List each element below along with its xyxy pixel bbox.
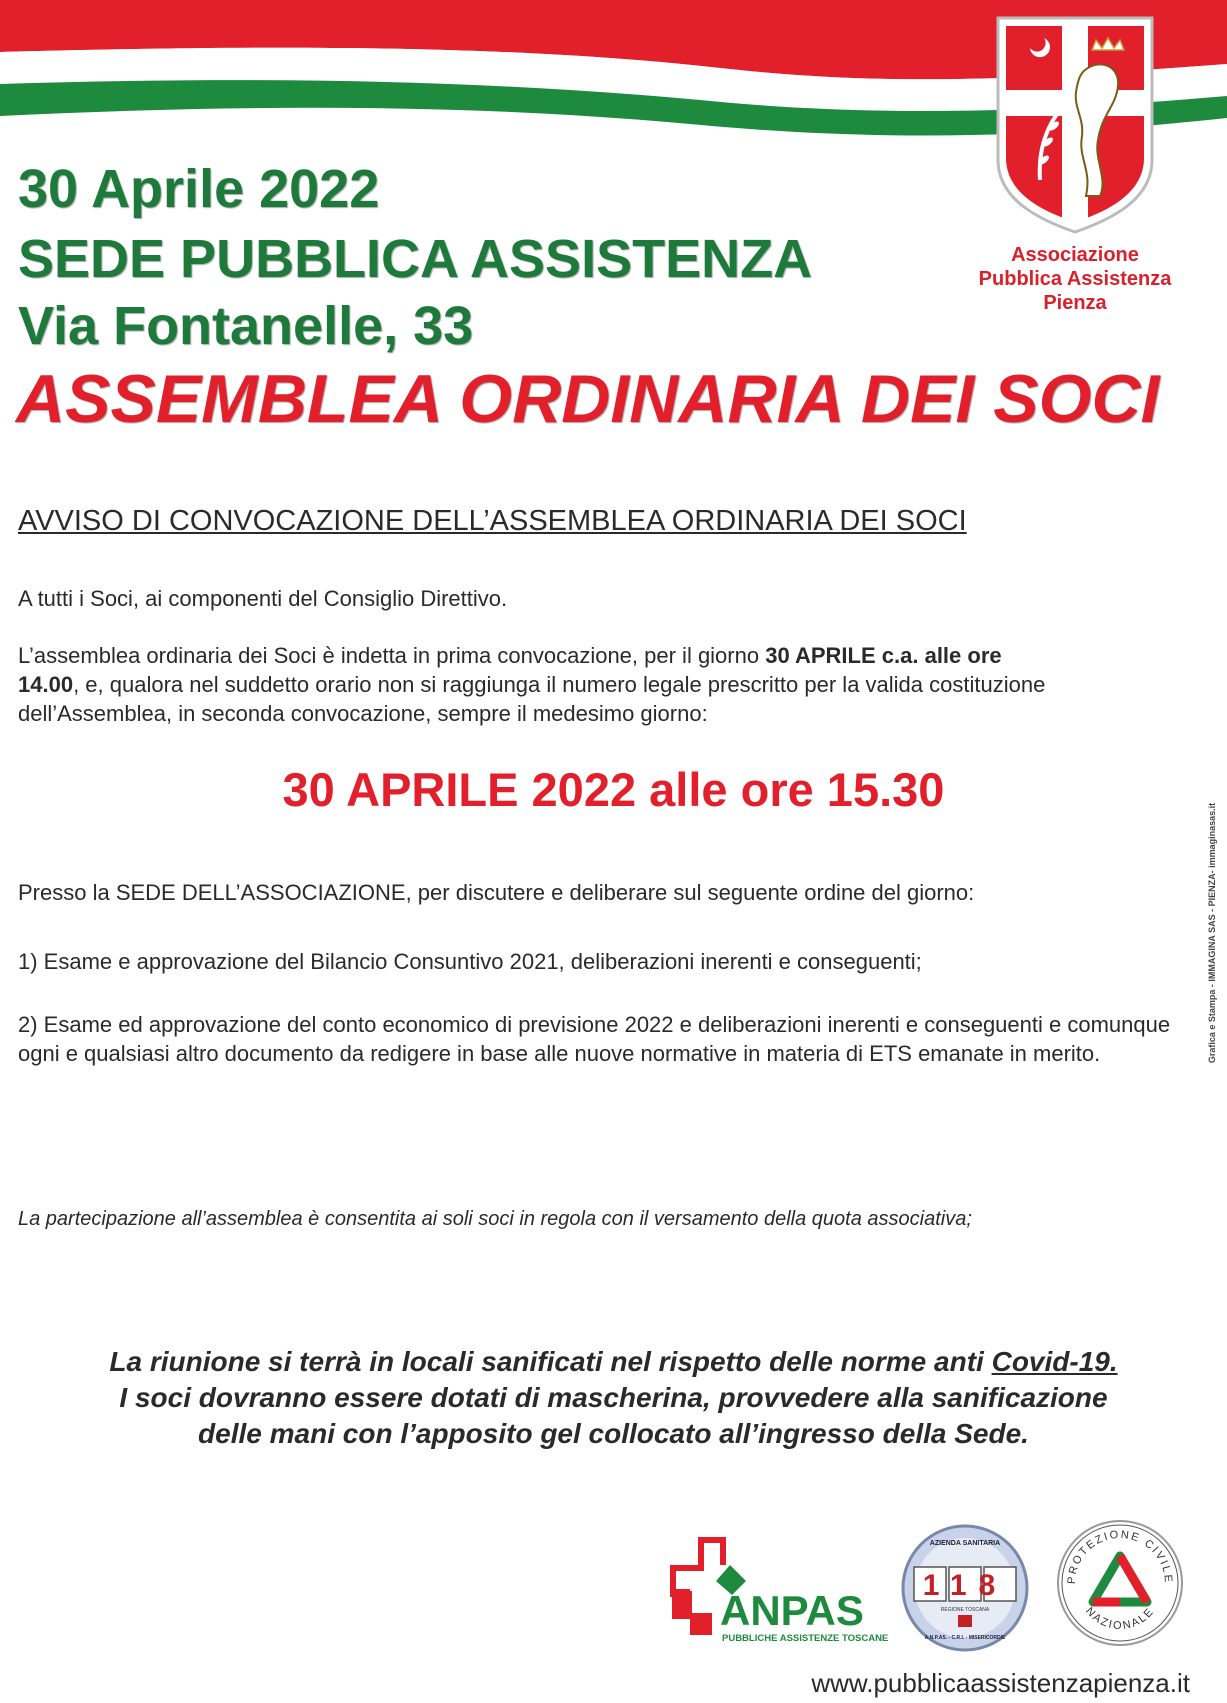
agenda-item: 2) Esame ed approvazione del conto economico di previsione 2022 e deliberazioni inerenti e conseguenti e comunque ogni e qualsiasi altro documento da redigere in base alle nuove normative in materia di ETS emanate in merito. [18,1012,1171,1066]
protezione-civile-logo [1055,1518,1185,1648]
website-link[interactable]: www.pubblicaassistenzapienza.it [811,1668,1190,1698]
anpas-subtitle: PUBBLICHE ASSISTENZE TOSCANE [722,1633,889,1644]
recipients-text: A tutti i Soci, ai componenti del Consiglio Direttivo. [18,586,508,611]
organization-name-line: Associazione [1011,244,1139,266]
pienza-crest-icon [990,10,1160,235]
anpas-name: ANPAS [720,1587,864,1634]
venue-heading: SEDE PUBBLICA ASSISTENZA [18,229,813,289]
covid-notice-text: La riunione si terrà in locali sanificati nel rispetto delle norme anti [109,1346,992,1377]
emergency-118-logo [900,1523,1030,1653]
organization-name-line: Pienza [1043,292,1107,314]
organization-name [950,243,1200,315]
event-date-heading: 30 Aprile 2022 [18,159,380,219]
protezione-top-text: PROTEZIONE CIVILE [1065,1528,1175,1585]
covid-notice-line [0,1344,1227,1380]
first-call-paragraph [18,641,1188,728]
first-call-text: L’assemblea ordinaria dei Soci è indetta in prima convocazione, per il giorno [18,643,766,668]
print-credit [1205,798,1219,1068]
covid-keyword: Covid-19. [991,1346,1118,1377]
agenda-intro: Presso la SEDE DELL’ASSOCIAZIONE, per discutere e deliberare sul seguente ordine del giorno: [18,880,975,905]
logo118-bottom-text: A.N.P.AS. - C.R.I. - MISERICORDIE [924,1635,1006,1641]
protezione-bottom-text: NAZIONALE [1083,1605,1157,1633]
participation-note: La partecipazione all’assemblea è consentita ai soli soci in regola con il versamento della quota associativa; [18,1208,972,1230]
organization-name-line: Pubblica Assistenza [978,268,1172,290]
covid-notice-line: I soci dovranno essere dotati di mascherina, provvedere alla sanificazione [119,1382,1108,1413]
event-title-heading: ASSEMBLEA ORDINARIA DEI SOCI [16,361,1160,437]
second-call-datetime: 30 APRILE 2022 alle ore 15.30 [282,763,945,816]
first-call-date: 30 APRILE c.a. alle ore [765,643,1002,668]
covid-notice [0,1344,1227,1452]
address-heading: Via Fontanelle, 33 [18,296,474,356]
agenda-item: 1) Esame e approvazione del Bilancio Consuntivo 2021, deliberazioni inerenti e conseguenti; [18,949,922,974]
anpas-logo [650,1525,889,1645]
print-credit-text: Grafica e Stampa - IMMAGINA SAS - PIENZA- immaginasas.it [1207,802,1217,1064]
first-call-time: 14.00 [18,672,74,697]
logo118-number: 118 [922,1569,1008,1602]
first-call-condition: , e, qualora nel suddetto orario non si raggiunga il numero legale prescritto per la valida costituzione dell’Assemblea, in seconda convocazione, sempre il medesimo giorno: [18,672,1046,726]
logo118-top-text: AZIENDA SANITARIA [929,1540,1001,1547]
notice-title: AVVISO DI CONVOCAZIONE DELL’ASSEMBLEA ORDINARIA DEI SOCI [18,505,967,537]
covid-notice-line: delle mani con l’apposito gel collocato all’ingresso della Sede. [198,1418,1029,1449]
logo118-region: REGIONE TOSCANA [940,1607,990,1613]
